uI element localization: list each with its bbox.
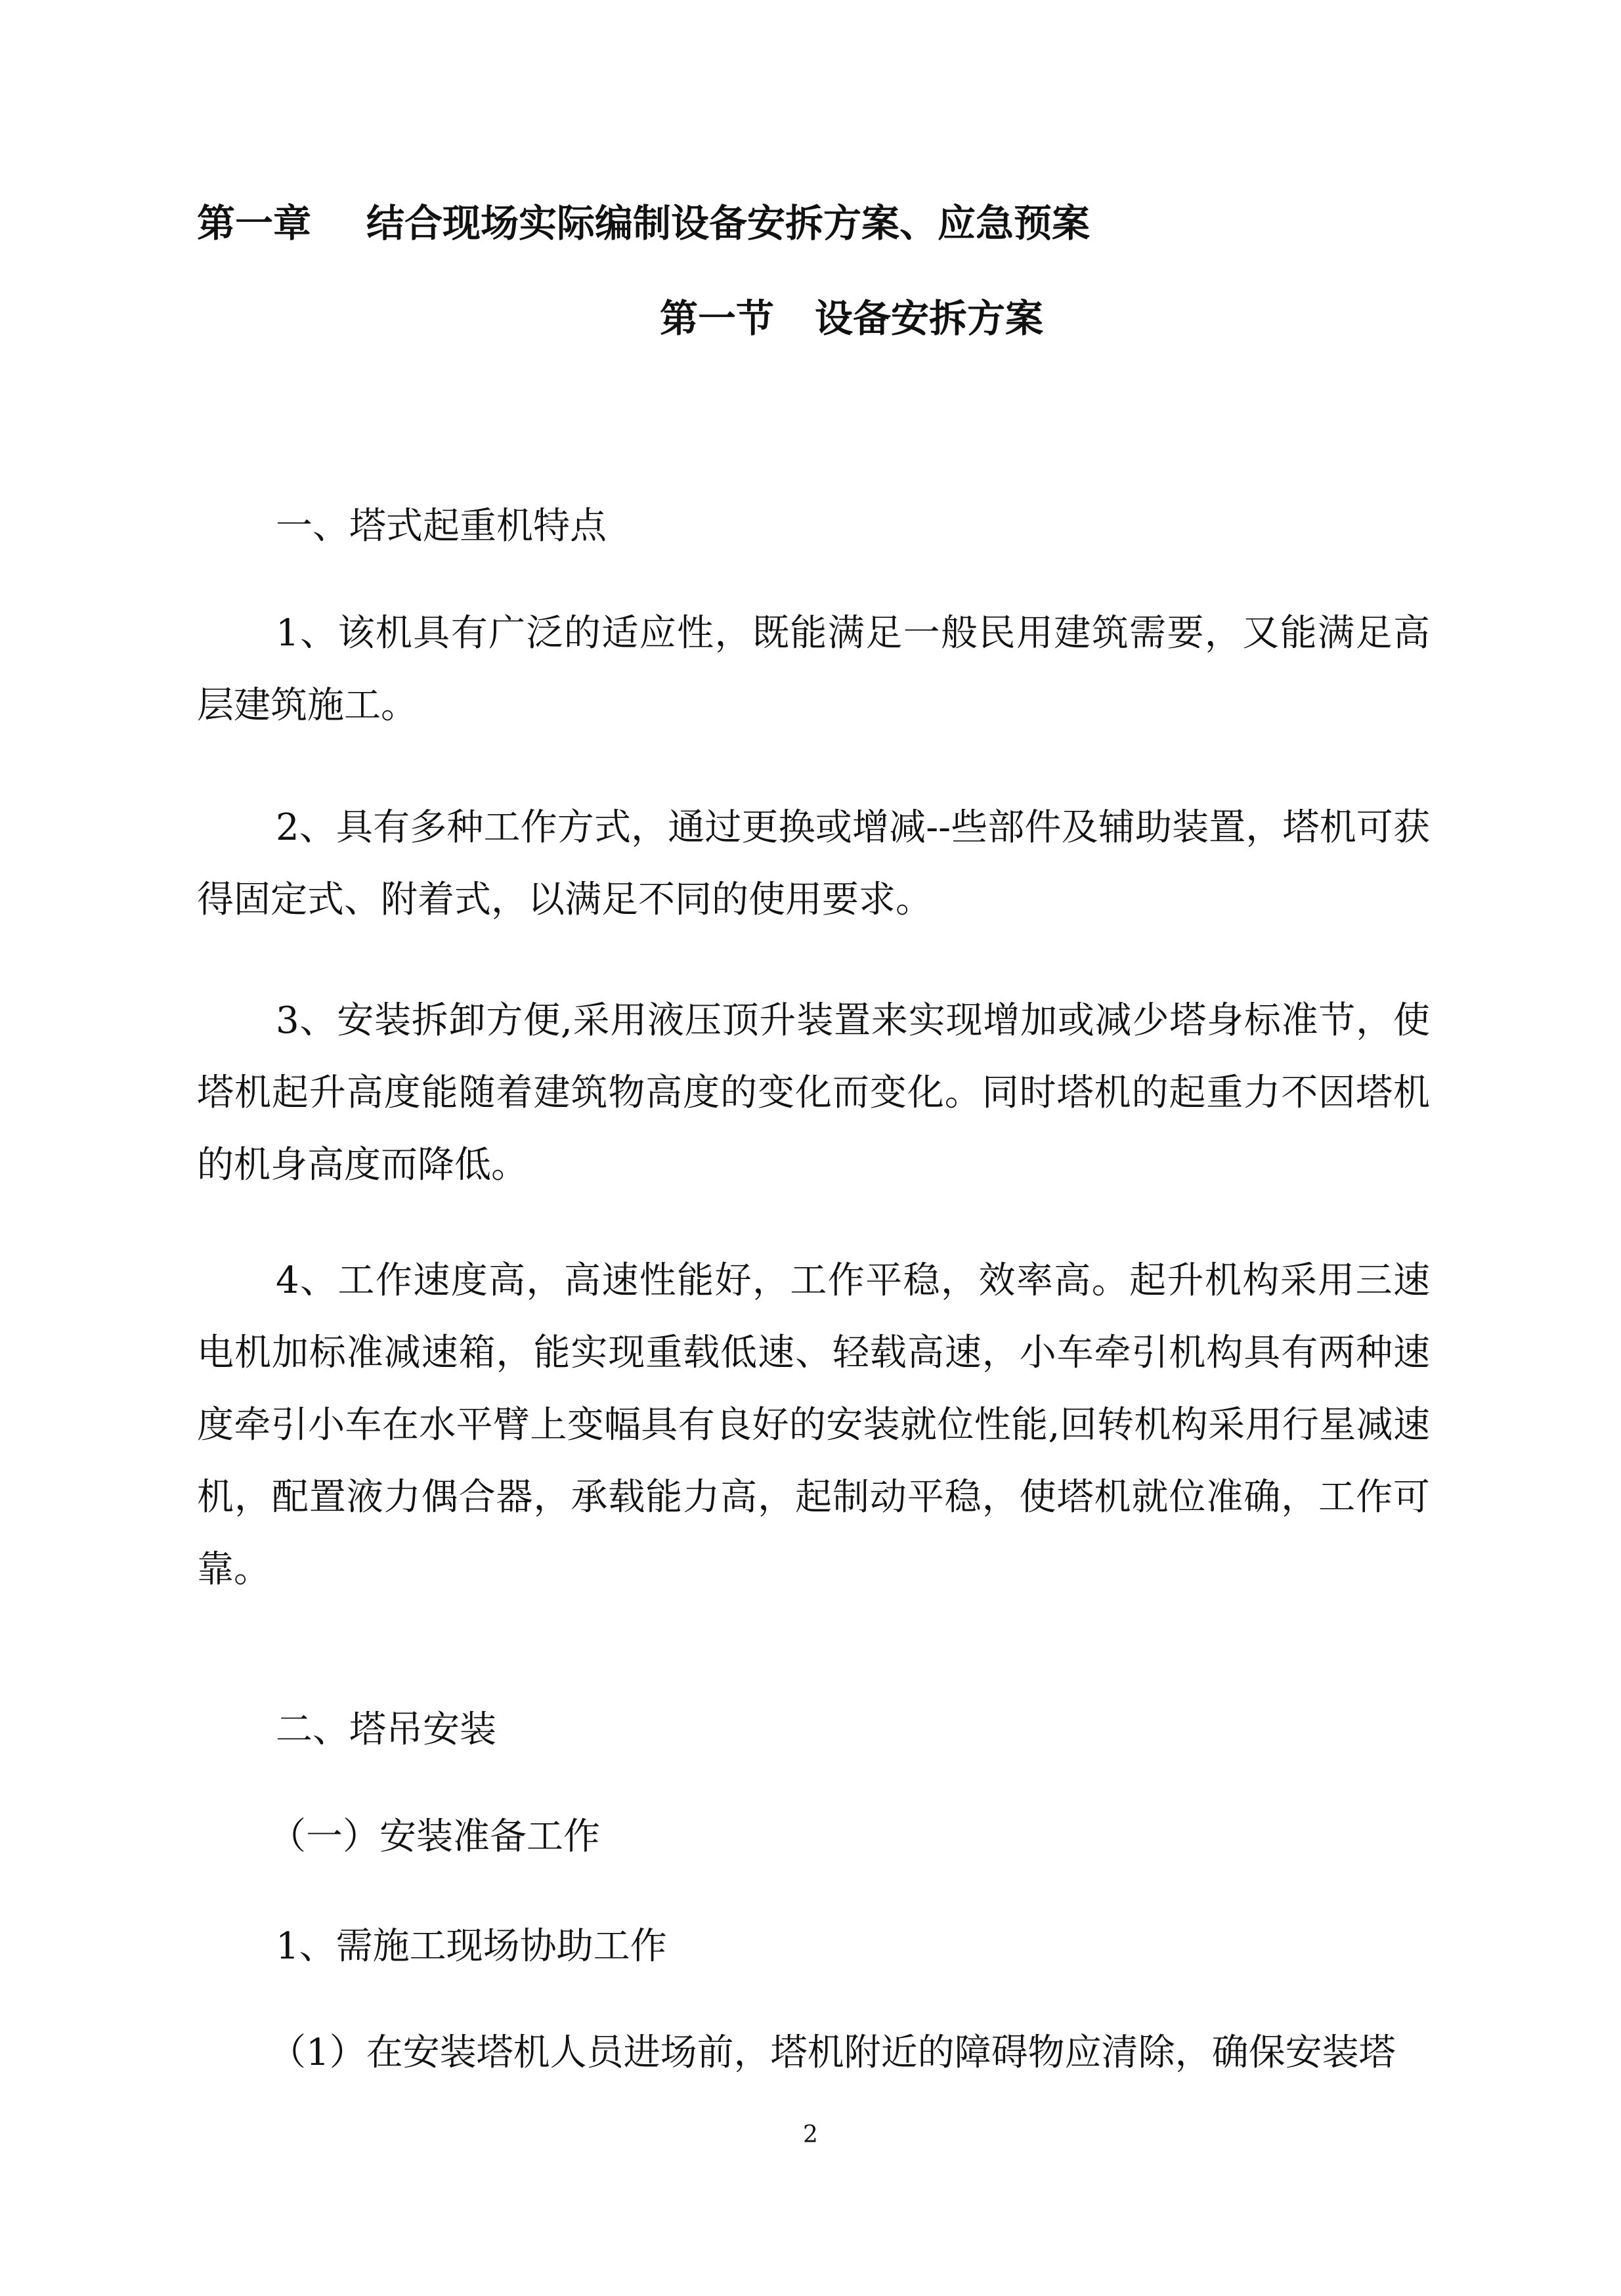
chapter-title-text: 结合现场实际编制设备安拆方案、应急预案: [366, 201, 1091, 246]
part1-paragraph-2: 2、具有多种工作方式，通过更换或增减--些部件及辅助装置，塔机可获得固定式、附着式，以满足不同的使用要求。: [197, 806, 1430, 921]
section-title: [660, 289, 1043, 348]
chapter-number: 第一章: [197, 201, 312, 246]
page-number: 2: [803, 2121, 818, 2148]
part2-heading: 二、塔吊安装: [276, 1708, 496, 1751]
section-number: 第一节: [660, 296, 775, 341]
part2-item-paragraph: （1）在安装塔机人员进场前，塔机附近的障碍物应清除，确保安装塔: [269, 2031, 1396, 2074]
chapter-title: [197, 194, 1090, 253]
section-title-text: 设备安拆方案: [815, 296, 1044, 341]
part1-paragraph-1: 1、该机具有广泛的适应性，既能满足一般民用建筑需要，又能满足高层建筑施工。: [197, 612, 1430, 727]
part1-paragraph-3: 3、安装拆卸方便,采用液压顶升装置来实现增加或减少塔身标准节，使塔机起升高度能随着建筑物高度的变化而变化。同时塔机的起重力不因塔机的机身高度而降低。: [197, 999, 1430, 1186]
part1-heading: 一、塔式起重机特点: [276, 505, 607, 548]
part2-item-heading: 1、需施工现场协助工作: [276, 1925, 667, 1968]
part1-paragraph-4: 4、工作速度高，高速性能好，工作平稳，效率高。起升机构采用三速电机加标准减速箱，能实现重载低速、轻载高速，小车牵引机构具有两种速度牵引小车在水平臂上变幅具有良好的安装就位性能,回转机构采用行星减速机，配置液力偶合器，承载能力高，起制动平稳，使塔机就位准确，工作可靠。: [197, 1259, 1430, 1591]
part2-subheading: （一）安装准备工作: [269, 1815, 600, 1858]
